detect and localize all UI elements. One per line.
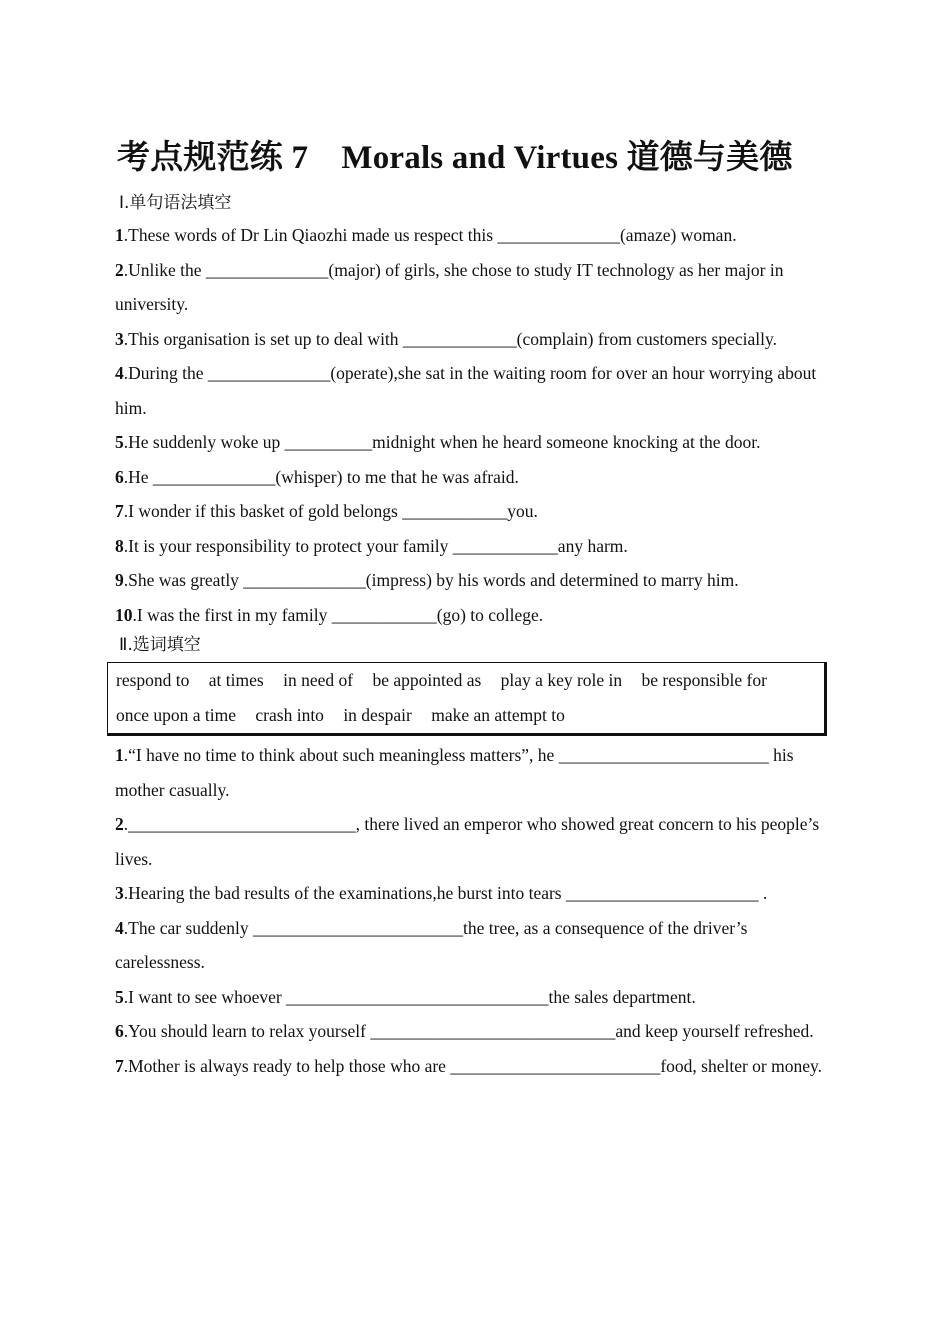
word-bank-phrase: at times bbox=[208, 670, 264, 690]
word-bank-line bbox=[116, 663, 816, 698]
question-text: .You should learn to relax yourself ____________________________and keep yourself refreshed. bbox=[123, 1021, 814, 1041]
question-text: .I was the first in my family ____________(go) to college. bbox=[132, 604, 544, 625]
question-number: 5 bbox=[115, 432, 124, 452]
question-number: 7 bbox=[115, 1055, 124, 1076]
question-text: .Hearing the bad results of the examinations,he burst into tears ______________________ . bbox=[123, 883, 768, 903]
section-heading-grammar: Ⅰ.单句语法填空 bbox=[119, 193, 232, 213]
question-number: 2 bbox=[115, 814, 124, 834]
word-bank-phrase: respond to bbox=[116, 670, 190, 690]
question-number: 10 bbox=[115, 604, 133, 625]
question-text: .I wonder if this basket of gold belongs ____________you. bbox=[123, 501, 538, 521]
question-item bbox=[115, 322, 840, 357]
question-text: .He ______________(whisper) to me that he was afraid. bbox=[123, 466, 519, 487]
question-item bbox=[115, 356, 840, 425]
word-bank-phrase: in need of bbox=[283, 670, 354, 690]
question-number: 3 bbox=[115, 328, 124, 349]
question-item bbox=[115, 253, 840, 322]
word-bank-phrase: be appointed as bbox=[372, 670, 482, 690]
question-number: 4 bbox=[115, 917, 124, 938]
question-number: 8 bbox=[115, 535, 124, 556]
word-bank-phrase: be responsible for bbox=[641, 670, 767, 690]
question-text: .The car suddenly ________________________the tree, as a consequence of the driver’s carelessness. bbox=[115, 917, 748, 972]
question-number: 6 bbox=[115, 1021, 124, 1041]
word-bank-phrase: once upon a time bbox=[116, 705, 237, 725]
question-item bbox=[115, 563, 840, 598]
word-bank-phrase: play a key role in bbox=[500, 670, 623, 690]
question-item bbox=[115, 529, 840, 564]
question-number: 9 bbox=[115, 570, 124, 590]
word-choice-items bbox=[115, 738, 840, 1083]
page-title: 考点规范练 7 Morals and Virtues 道德与美德 bbox=[117, 140, 793, 176]
word-bank-phrase: in despair bbox=[343, 705, 412, 725]
question-item bbox=[115, 460, 840, 495]
question-number: 7 bbox=[115, 501, 124, 521]
question-text: .She was greatly ______________(impress) by his words and determined to marry him. bbox=[123, 570, 739, 590]
question-item bbox=[115, 425, 840, 460]
word-bank-phrase: crash into bbox=[255, 705, 324, 725]
question-number: 1 bbox=[115, 225, 124, 245]
grammar-items bbox=[115, 218, 840, 632]
question-number: 1 bbox=[115, 745, 124, 765]
question-text: .He suddenly woke up __________midnight when he heard someone knocking at the door. bbox=[123, 432, 761, 452]
question-number: 5 bbox=[115, 986, 124, 1007]
word-bank-phrase: make an attempt to bbox=[431, 705, 565, 725]
question-text: .__________________________, there lived an emperor who showed great concern to his people’s lives. bbox=[115, 814, 820, 869]
question-text: .“I have no time to think about such meaningless matters”, he ________________________ his mother casually. bbox=[115, 745, 794, 800]
question-number: 4 bbox=[115, 363, 124, 383]
question-item bbox=[115, 598, 840, 633]
question-text: .Unlike the ______________(major) of girls, she chose to study IT technology as her major in university. bbox=[115, 259, 784, 314]
question-text: .These words of Dr Lin Qiaozhi made us respect this ______________(amaze) woman. bbox=[123, 225, 737, 245]
question-text: .Mother is always ready to help those who are ________________________food, shelter or money. bbox=[123, 1055, 822, 1076]
question-item bbox=[115, 1049, 840, 1084]
question-item bbox=[115, 980, 840, 1015]
question-number: 6 bbox=[115, 466, 124, 487]
question-item bbox=[115, 911, 840, 980]
word-bank-box bbox=[107, 662, 827, 736]
question-item bbox=[115, 876, 840, 911]
question-text: .I want to see whoever ______________________________the sales department. bbox=[123, 986, 696, 1007]
question-text: .During the ______________(operate),she sat in the waiting room for over an hour worrying about him. bbox=[115, 363, 817, 418]
question-text: .It is your responsibility to protect your family ____________any harm. bbox=[123, 535, 628, 556]
question-number: 2 bbox=[115, 259, 124, 280]
word-bank-line bbox=[116, 698, 816, 733]
question-item bbox=[115, 738, 840, 807]
question-text: .This organisation is set up to deal with _____________(complain) from customers specially. bbox=[123, 328, 777, 349]
question-number: 3 bbox=[115, 883, 124, 903]
worksheet-page bbox=[115, 136, 840, 1083]
question-item bbox=[115, 1014, 840, 1049]
question-item bbox=[115, 807, 840, 876]
section-heading-word-choice: Ⅱ.选词填空 bbox=[119, 635, 201, 655]
question-item bbox=[115, 494, 840, 529]
question-item bbox=[115, 218, 840, 253]
